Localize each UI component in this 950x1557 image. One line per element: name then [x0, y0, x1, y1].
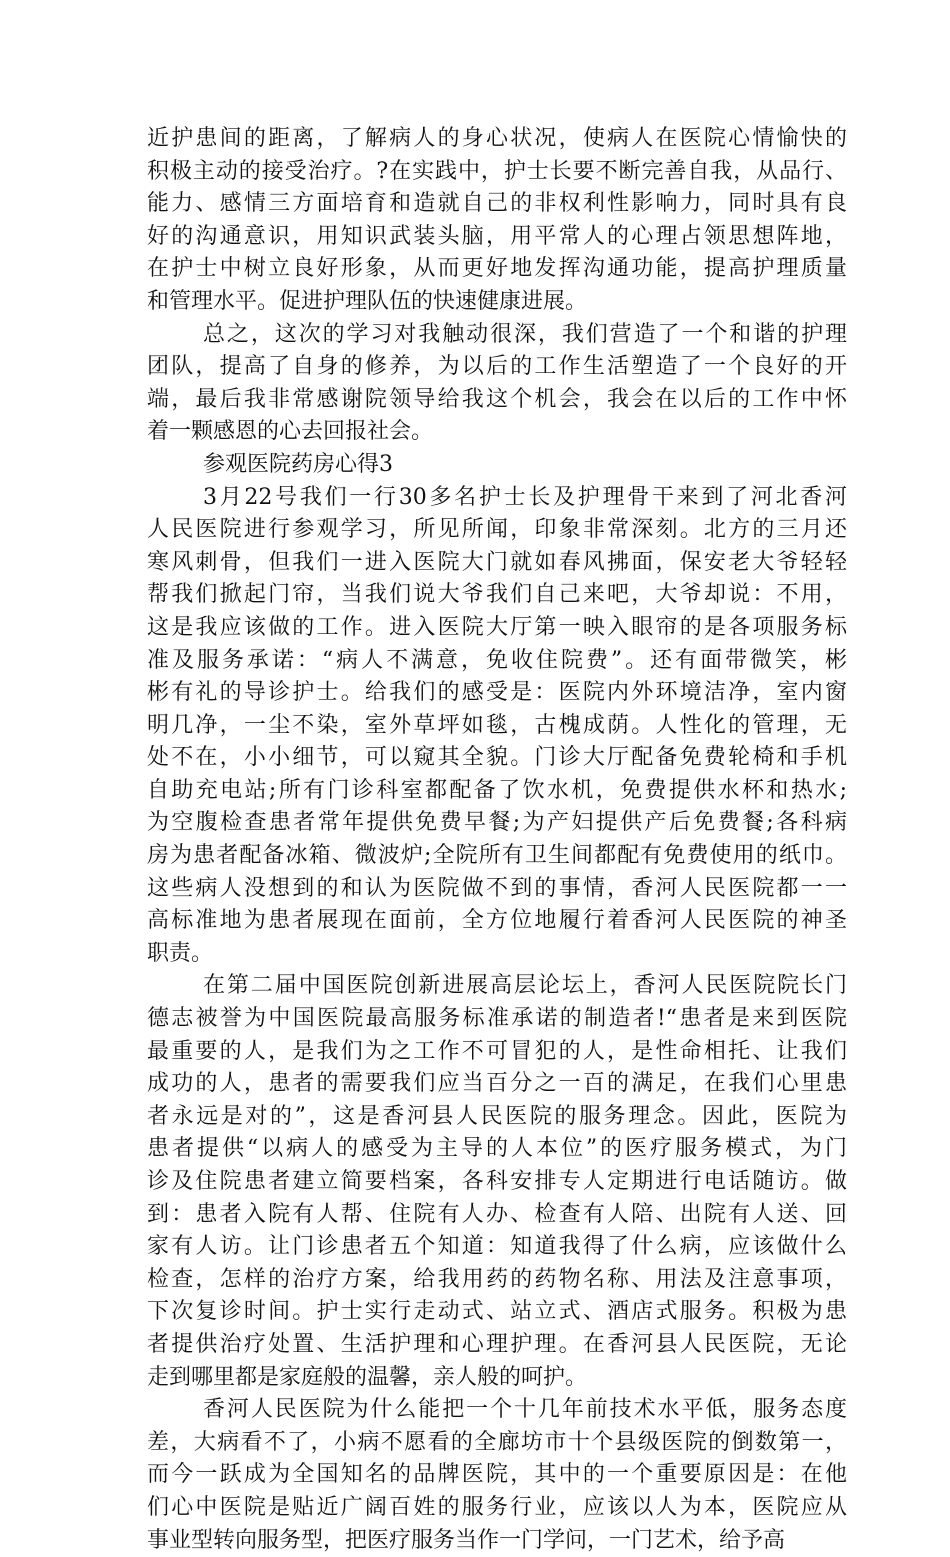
- text-line: 处不在，小小细节，可以窥其全貌。门诊大厅配备免费轮椅和手机: [147, 745, 847, 771]
- text-line: 彬有礼的导诊护士。给我们的感受是：医院内外环境洁净，室内窗: [147, 680, 847, 706]
- text-line: 明几净，一尘不染，室外草坪如毯，古槐成荫。人性化的管理，无: [147, 712, 847, 738]
- text-line: 寒风刺骨，但我们一进入医院大门就如春风拂面，保安老大爷轻轻: [147, 549, 847, 575]
- paragraph: [147, 123, 847, 319]
- text-line: 着一颗感恩的心去回报社会。: [147, 419, 434, 445]
- text-line: 们心中医院是贴近广阔百姓的服务行业，应该以人为本，医院应从: [147, 1494, 847, 1520]
- text-line: 好的沟通意识，用知识武装头脑，用平常人的心理占领思想阵地，: [147, 223, 847, 249]
- text-line: 房为患者配备冰箱、微波炉;全院所有卫生间都配有免费使用的纸巾。: [147, 843, 847, 869]
- text-line: 者提供治疗处置、生活护理和心理护理。在香河县人民医院，无论: [147, 1331, 847, 1357]
- text-line: 者永远是对的”，这是香河县人民医院的服务理念。因此，医院为: [147, 1103, 847, 1129]
- paragraph: [147, 970, 847, 1394]
- text-line: 团队，提高了自身的修养，为以后的工作生活塑造了一个良好的开: [147, 354, 847, 380]
- text-line: 家有人访。让门诊患者五个知道：知道我得了什么病，应该做什么: [147, 1234, 847, 1260]
- text-line: 到：患者入院有人帮、住院有人办、检查有人陪、出院有人送、回: [147, 1201, 847, 1227]
- text-line: 下次复诊时间。护士实行走动式、站立式、酒店式服务。积极为患: [147, 1299, 847, 1325]
- text-line: 在护士中树立良好形象，从而更好地发挥沟通功能，提高护理质量: [147, 256, 847, 282]
- text-line: 这是我应该做的工作。进入医院大厅第一映入眼帘的是各项服务标: [147, 614, 847, 640]
- text-line: 端，最后我非常感谢院领导给我这个机会，我会在以后的工作中怀: [147, 386, 847, 412]
- text-line: 和管理水平。促进护理队伍的快速健康进展。: [147, 288, 588, 314]
- text-line: 走到哪里都是家庭般的温馨，亲人般的呵护。: [147, 1364, 588, 1390]
- text-line: 在第二届中国医院创新进展高层论坛上，香河人民医院院长门: [203, 973, 847, 999]
- document-body: [147, 123, 847, 1557]
- text-line: 积极主动的接受治疗。?在实践中，护士长要不断完善自我，从品行、: [147, 158, 847, 184]
- paragraph: [147, 319, 847, 449]
- text-line: 高标准地为患者展现在面前，全方位地履行着香河人民医院的神圣: [147, 908, 847, 934]
- text-line: 成功的人，患者的需要我们应当百分之一百的满足，在我们心里患: [147, 1071, 847, 1097]
- text-line: 自助充电站;所有门诊科室都配备了饮水机，免费提供水杯和热水;: [147, 777, 847, 803]
- text-line: 帮我们掀起门帘，当我们说大爷我们自己来吧，大爷却说：不用，: [147, 582, 847, 608]
- text-line: 人民医院进行参观学习，所见所闻，印象非常深刻。北方的三月还: [147, 517, 847, 543]
- heading-text: 参观医院药房心得3: [203, 451, 393, 477]
- text-line: 而今一跃成为全国知名的品牌医院，其中的一个重要原因是：在他: [147, 1462, 847, 1488]
- text-line: 能力、感情三方面培育和造就自己的非权利性影响力，同时具有良: [147, 191, 847, 217]
- text-line: 检查，怎样的治疗方案，给我用药的药物名称、用法及注意事项，: [147, 1266, 847, 1292]
- text-line: 准及服务承诺：“病人不满意，免收住院费”。还有面带微笑，彬: [147, 647, 847, 673]
- paragraph: [147, 1394, 847, 1557]
- text-line: 为空腹检查患者常年提供免费早餐;为产妇提供产后免费餐;各科病: [147, 810, 847, 836]
- paragraph: [147, 482, 847, 971]
- text-line: 最重要的人，是我们为之工作不可冒犯的人，是性命相托、让我们: [147, 1038, 847, 1064]
- text-line: 香河人民医院为什么能把一个十几年前技术水平低，服务态度: [203, 1397, 847, 1423]
- text-line: 差，大病看不了，小病不愿看的全廊坊市十个县级医院的倒数第一，: [147, 1429, 847, 1455]
- text-line: 患者提供“以病人的感受为主导的人本位”的医疗服务模式，为门: [147, 1136, 847, 1162]
- section-heading: [147, 449, 847, 482]
- text-line: 职责。: [147, 940, 214, 966]
- text-line: 3月22号我们一行30多名护士长及护理骨干来到了河北香河: [203, 484, 847, 510]
- text-line: 这些病人没想到的和认为医院做不到的事情，香河人民医院都一一: [147, 875, 847, 901]
- text-line: 德志被誉为中国医院最高服务标准承诺的制造者!“患者是来到医院: [147, 1006, 847, 1032]
- text-line: 近护患间的距离，了解病人的身心状况，使病人在医院心情愉快的: [147, 126, 847, 151]
- text-line: 总之，这次的学习对我触动很深，我们营造了一个和谐的护理: [203, 321, 847, 347]
- text-line: 诊及住院患者建立简要档案，各科安排专人定期进行电话随访。做: [147, 1169, 847, 1194]
- text-line: 事业型转向服务型，把医疗服务当作一门学问，一门艺术，给予高: [147, 1527, 786, 1553]
